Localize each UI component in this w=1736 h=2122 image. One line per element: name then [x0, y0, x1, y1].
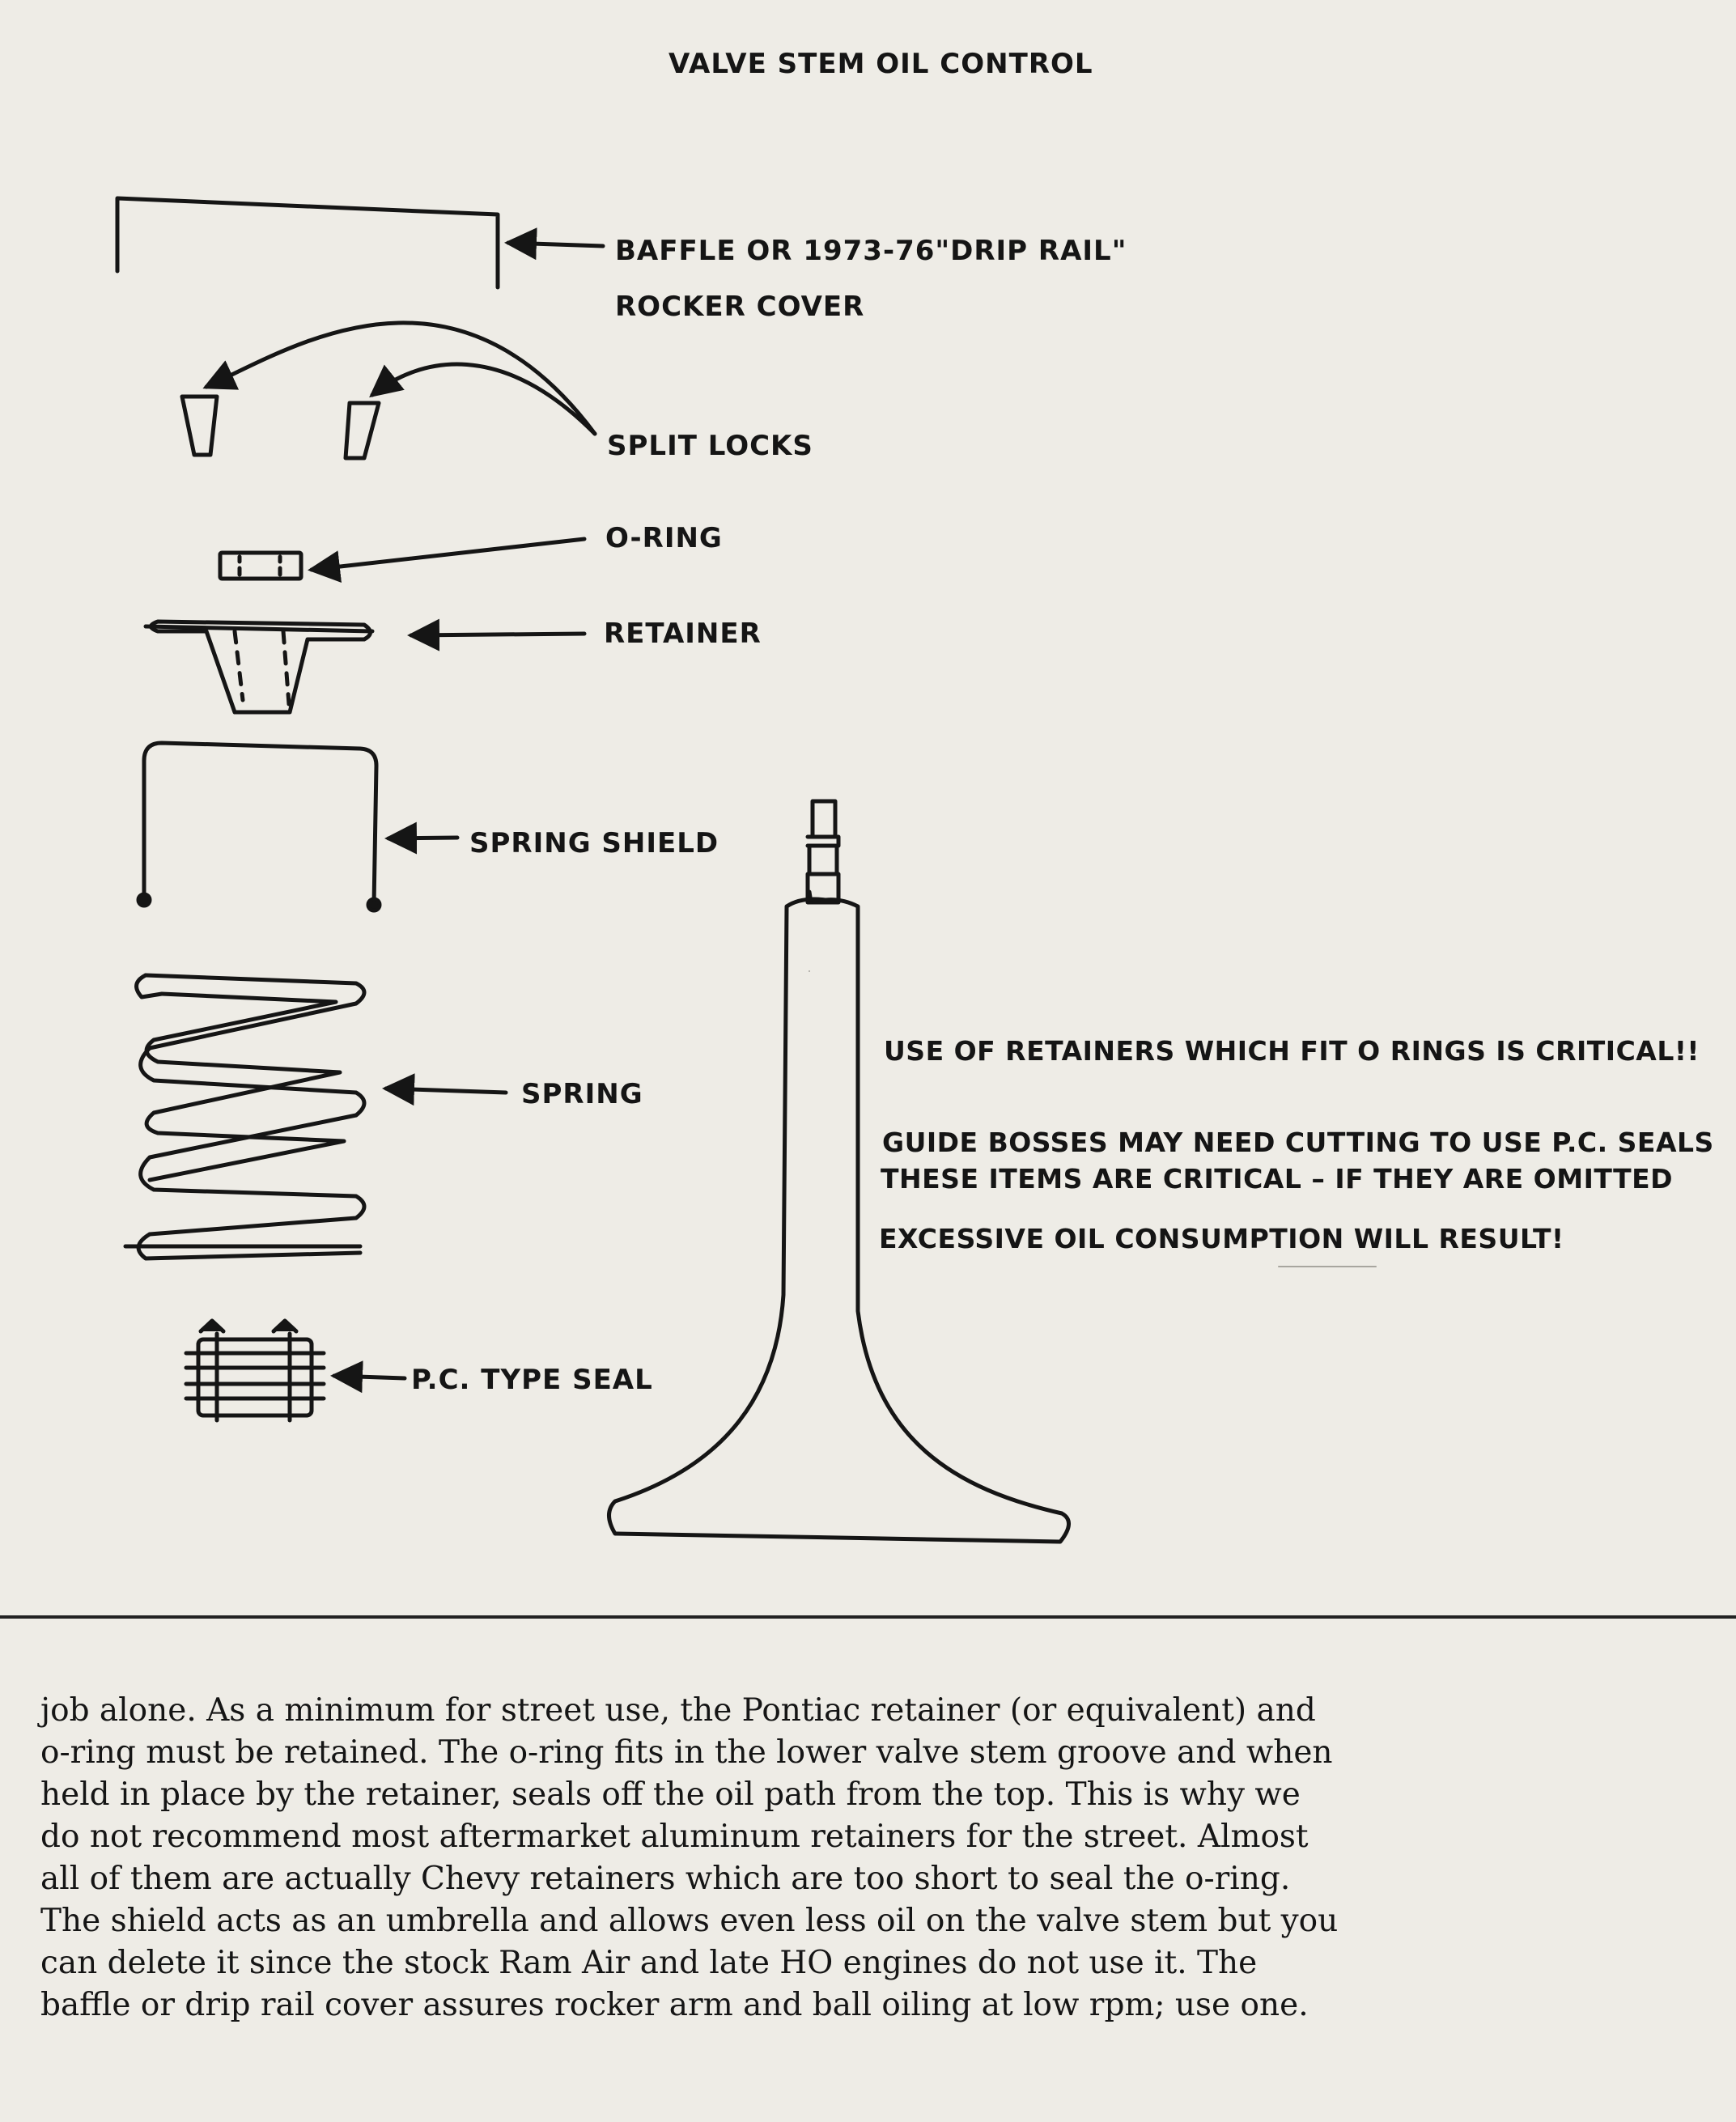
body-line: baffle or drip rail cover assures rocker arm and ball oiling at low rpm; use one.: [40, 1987, 1309, 2023]
split-locks-label: SPLIT LOCKS: [607, 430, 813, 462]
o-ring-drawing: [220, 553, 301, 579]
spring-shield-label: SPRING SHIELD: [469, 827, 719, 859]
split-locks-drawing: [182, 397, 379, 458]
body-line: can delete it since the stock Ram Air and late HO engines do not use it. The: [40, 1945, 1258, 1981]
baffle-arrow: [508, 243, 603, 246]
spring-drawing: [125, 975, 364, 1258]
note-line-2: GUIDE BOSSES MAY NEED CUTTING TO USE P.C. SEALS: [882, 1127, 1714, 1158]
spring-label: SPRING: [521, 1078, 643, 1110]
body-line: o-ring must be retained. The o-ring fits in the lower valve stem groove and when: [40, 1734, 1333, 1771]
body-line: job alone. As a minimum for street use, the Pontiac retainer (or equivalent) and: [40, 1692, 1316, 1729]
body-line: all of them are actually Chevy retainers which are too short to seal the o-ring.: [40, 1861, 1291, 1897]
spring-arrow: [386, 1089, 506, 1093]
body-paragraph: [40, 1690, 1683, 2027]
baffle-drawing: [117, 198, 498, 287]
o-ring-label: O-RING: [605, 522, 723, 554]
body-line: held in place by the retainer, seals off the oil path from the top. This is why we: [40, 1776, 1301, 1813]
note-line-3: THESE ITEMS ARE CRITICAL – IF THEY ARE OMITTED: [881, 1163, 1674, 1195]
o-ring-arrow: [312, 539, 584, 570]
diagram-title: VALVE STEM OIL CONTROL: [669, 48, 1093, 80]
pc-seal-label: P.C. TYPE SEAL: [411, 1364, 653, 1396]
divider-line: [0, 1615, 1736, 1619]
spring-shield-drawing: [138, 743, 380, 910]
baffle-label: BAFFLE OR 1973-76"DRIP RAIL": [615, 235, 1127, 267]
pc-seal-drawing: [186, 1321, 324, 1420]
body-line: do not recommend most aftermarket aluminum retainers for the street. Almost: [40, 1819, 1309, 1855]
body-line: The shield acts as an umbrella and allows even less oil on the valve stem but you: [40, 1903, 1339, 1939]
split-locks-arrow-right: [372, 364, 595, 434]
note-line-4: EXCESSIVE OIL CONSUMPTION WILL RESULT!: [879, 1223, 1564, 1254]
retainer-label: RETAINER: [604, 618, 762, 650]
retainer-arrow: [411, 634, 584, 635]
retainer-drawing: [146, 622, 372, 712]
rocker-cover-label: ROCKER COVER: [615, 291, 865, 323]
note-line-1: USE OF RETAINERS WHICH FIT O RINGS IS CRITICAL!!: [884, 1035, 1700, 1067]
pc-seal-arrow: [334, 1376, 405, 1378]
